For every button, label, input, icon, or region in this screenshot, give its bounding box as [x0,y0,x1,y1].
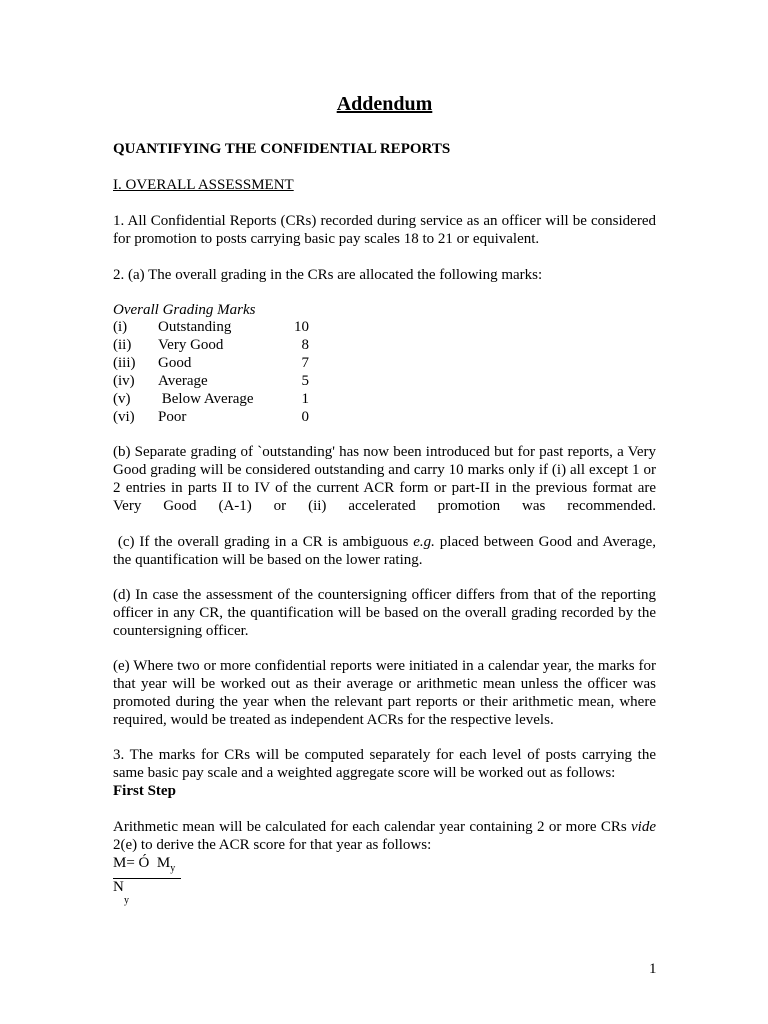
grade-row [113,318,413,336]
grade-label: Average [158,373,208,389]
paragraph-4 [113,818,656,854]
paragraph-1: 1. All Confidential Reports (CRs) recorded during service as an officer will be considered for promotion to posts carrying basic pay scales 18 to 21 or equivalent. [113,213,656,247]
paragraph-2b [113,443,656,515]
grade-marks: 1 [301,391,309,407]
grade-row [113,408,413,426]
paragraph-4-text-end: 2(e) to derive the ACR score for that year as follows: [113,837,432,853]
paragraph-2e: (e) Where two or more confidential reports were initiated in a calendar year, the marks for that year will be worked out as their average or arithmetic mean unless the officer was promoted during the year when the relevant part reports or their arithmetic mean, where required, would be treated as independent ACRs for the respective levels. [113,658,656,728]
grade-number: (i) [113,319,128,335]
paragraph-3: 3. The marks for CRs will be computed separately for each level of posts carrying the same basic pay scale and a weighted aggregate score will be worked out as follows: [113,747,656,781]
formula-numerator-text: M= Ó M [113,855,171,871]
paragraph-2a: 2. (a) The overall grading in the CRs are allocated the following marks: [113,267,543,283]
paragraph-2d: (d) In case the assessment of the countersigning officer differs from that of the reporting officer in any CR, the quantification will be based on the overall grading recorded by the countersigning officer. [113,587,656,639]
grade-label: Very Good [158,337,224,353]
document-title: Addendum [336,93,433,115]
formula-subscript: y [170,863,176,874]
grades-list [113,318,413,426]
first-step-heading: First Step [113,783,176,799]
formula-denominator: N [113,879,124,895]
formula [113,854,656,879]
grade-number: (ii) [113,337,132,353]
grade-marks: 7 [301,355,309,371]
grades-caption: Overall Grading Marks [113,302,256,318]
grade-marks: 5 [301,373,309,389]
paragraph-4-vide: vide [631,819,656,835]
paragraph-2b-line: (b) Separate grading of `outstanding' has now been introduced but for past reports, a Very [113,444,656,460]
grade-marks: 0 [301,409,309,425]
paragraph-4-text: Arithmetic mean will be calculated for each calendar year containing 2 or more CRs [113,819,632,835]
document-heading: QUANTIFYING THE CONFIDENTIAL REPORTS [113,141,451,157]
page-number: 1 [649,961,657,977]
grade-number: (vi) [113,409,135,425]
paragraph-2c-text-end: placed between Good and Average, the quantification will be based on the lower rating. [113,534,656,568]
grade-label: Good [158,355,192,371]
formula-denominator-subscript: y [124,895,129,906]
grade-number: (iv) [113,373,135,389]
section-heading: I. OVERALL ASSESSMENT [113,177,294,193]
grade-label: Below Average [158,391,254,407]
grade-marks: 8 [301,337,309,353]
grade-row [113,372,413,390]
grade-number: (v) [113,391,131,407]
paragraph-2c [113,533,656,569]
paragraph-2b-line: 2 entries in parts II to IV of the current ACR form or part-II in the previous format are [113,480,656,496]
grade-label: Poor [158,409,187,425]
formula-numerator [113,854,181,879]
grade-row [113,390,413,408]
paragraph-2b-line: Very Good (A-1) or (ii) accelerated promotion was recommended. [113,498,656,514]
grade-row [113,354,413,372]
paragraph-2c-text: (c) If the overall grading in a CR is ambiguous [113,534,414,550]
paragraph-2b-line: Good grading will be considered outstanding and carry 10 marks only if (i) all except 1 or [113,462,656,478]
grade-marks: 10 [294,319,309,335]
grade-row [113,336,413,354]
paragraph-2c-eg: e.g. [413,534,435,550]
grade-label: Outstanding [158,319,232,335]
document-page [113,0,656,1024]
formula-denominator-line [113,878,656,896]
grade-number: (iii) [113,355,136,371]
